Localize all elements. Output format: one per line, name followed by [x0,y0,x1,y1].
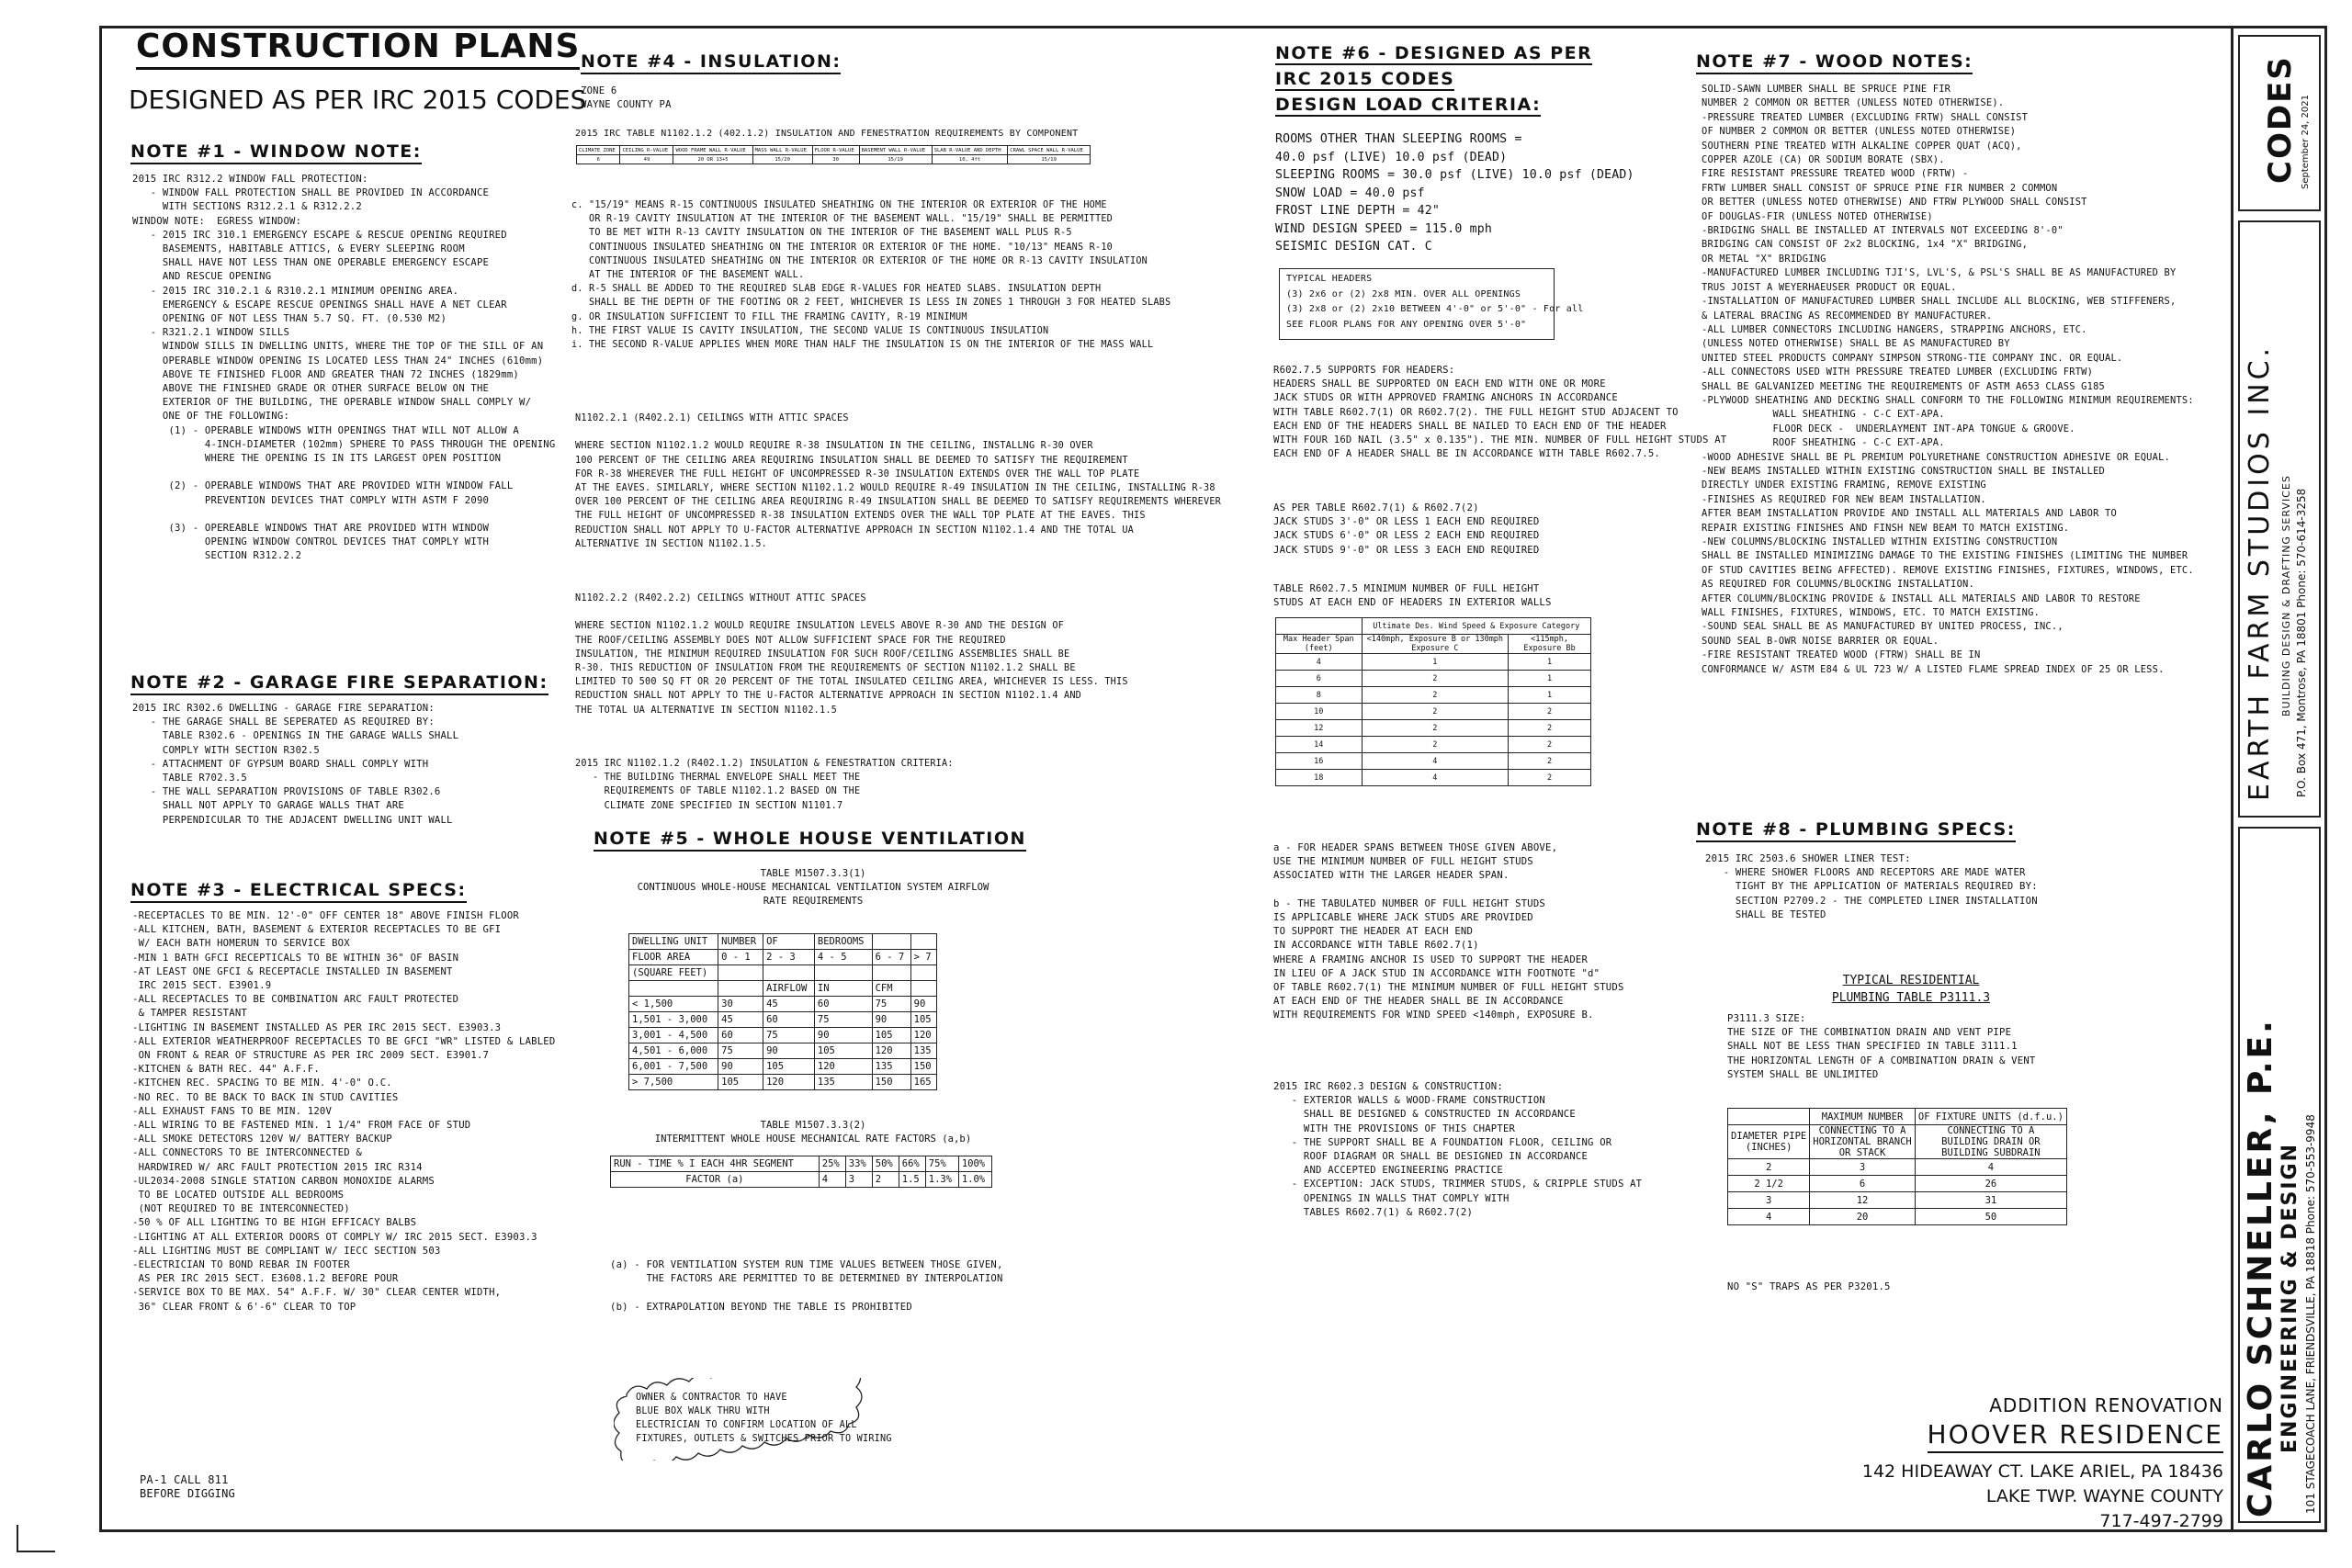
table-cell: 75 [718,1043,763,1059]
note6-design-loads: ROOMS OTHER THAN SLEEPING ROOMS = 40.0 psf (LIVE) 10.0 psf (DEAD) SLEEPING ROOMS = 30.0 psf (LIVE) 10.0 psf (DEAD) SNOW LOAD = 40.0 psf FROST LINE DEPTH = 42" WIND DESIGN SPEED = 115.0 mph SEISMIC DESIGN CAT. C [1275,132,1634,254]
note4-heading: NOTE #4 - INSULATION: [581,51,841,74]
rate-factor-table [610,1156,992,1188]
page-subtitle: DESIGNED AS PER IRC 2015 CODES [129,85,587,115]
table-cell [814,965,872,981]
table-cell: 6 [577,155,620,164]
note6-heading [1275,40,1592,118]
table-cell: 6 - 7 [872,950,910,965]
table-row [629,1028,937,1043]
table-cell: 1 [1509,654,1591,671]
table-cell: IN [814,981,872,997]
table-cell: 135 [872,1059,910,1075]
table-row [1728,1109,2067,1125]
table-cell [910,981,936,997]
table-cell: 30 [718,997,763,1012]
table-cell: <140mph, Exposure B or 130mph Exposure C [1362,635,1509,654]
table-cell: 150 [910,1059,936,1075]
pa-call-note: PA-1 CALL 811 BEFORE DIGGING [140,1473,235,1501]
table-row [1276,618,1591,635]
table-cell: 90 [814,1028,872,1043]
table-cell: 3,001 - 4,500 [629,1028,718,1043]
note7-heading: NOTE #7 - WOOD NOTES: [1696,51,1973,74]
table-cell: 1 [1509,671,1591,687]
table-cell: BASEMENT WALL R-VALUE [859,146,932,155]
table-cell: 105 [872,1028,910,1043]
note8-heading: NOTE #8 - PLUMBING SPECS: [1696,819,2016,842]
table-cell: 10 [1276,704,1363,720]
table-cell: 2 [1362,704,1509,720]
table-cell: 16 [1276,753,1363,770]
table-cell: MASS WALL R-VALUE [752,146,812,155]
table-cell [872,934,910,950]
table-cell: 2 [1509,737,1591,753]
note4-fenestration: 2015 IRC N1102.1.2 (R402.1.2) INSULATION & FENESTRATION CRITERIA: - THE BUILDING THERMAL ENVELOPE SHALL MEET THE REQUIREMENTS OF TABLE N1102.1.2 BASED ON THE CLIMATE ZONE SPECIFIED IN SECTION N1101.7 [575,759,954,811]
table-cell: 90 [910,997,936,1012]
table-cell: CEILING R-VALUE [620,146,673,155]
table-cell: 75 [872,997,910,1012]
table-cell: 3 [1810,1159,1916,1176]
sheet-name: CODES [2262,55,2299,184]
table-cell: 3 [845,1172,872,1188]
table-cell: 15/19 [859,155,932,164]
table-cell: 1.0% [958,1172,991,1188]
table-cell: 120 [910,1028,936,1043]
table-cell: 45 [718,1012,763,1028]
table-cell [629,981,718,997]
table-cell: 1 [1362,654,1509,671]
table-cell: 105 [814,1043,872,1059]
project-address: 142 HIDEAWAY CT. LAKE ARIEL, PA 18436 [1861,1461,2223,1482]
table-cell: 2 [872,1172,899,1188]
table-cell: 60 [763,1012,815,1028]
table-row [1728,1125,2067,1159]
table-cell [910,965,936,981]
note6-heading-text: NOTE #6 - DESIGNED AS PER IRC 2015 CODES DESIGN LOAD CRITERIA: [1275,43,1593,115]
table-cell: 2 [1362,737,1509,753]
table-cell: 105 [718,1075,763,1090]
table-cell: 6 [1276,671,1363,687]
table-row [629,997,937,1012]
table-cell: NUMBER [718,934,763,950]
table-cell: 2 - 3 [763,950,815,965]
table-cell: 12 [1810,1192,1916,1209]
table-row [1276,770,1591,786]
table-row [629,1075,937,1090]
table-cell: 75 [763,1028,815,1043]
table-cell [910,934,936,950]
table-cell: > 7,500 [629,1075,718,1090]
table-row [1276,671,1591,687]
table-cell: 66% [899,1156,925,1172]
table-cell: 2 1/2 [1728,1176,1810,1192]
table-cell: CONNECTING TO A HORIZONTAL BRANCH OR STACK [1810,1125,1916,1159]
firm-name: EARTH FARM STUDIOS INC. [2244,344,2276,801]
table-row [629,981,937,997]
table-cell: 15/20 [752,155,812,164]
table-cell: 4 [1728,1209,1810,1225]
note2-body: 2015 IRC R302.6 DWELLING - GARAGE FIRE SEPARATION: - THE GARAGE SHALL BE SEPERATED AS REQUIRED BY: TABLE R302.6 - OPENINGS IN THE GARAGE WALLS SHALL COMPLY WITH SECTION R302.5 - ATTACHMENT OF GYPSUM BOARD SHALL COMPLY WITH TABLE R702.3.5 - THE WALL SEPARATION PROVISIONS OF TABLE R302.6 SHALL NOT APPLY TO GARAGE WALLS THAT ARE PERPENDICULAR TO THE ADJACENT DWELLING UNIT WALL [132,703,459,826]
table-cell: 2 [1362,687,1509,704]
table-cell: 75% [925,1156,958,1172]
table-cell: 60 [718,1028,763,1043]
engineer-subtitle: ENGINEERING & DESIGN [2278,1142,2301,1453]
table-cell: CFM [872,981,910,997]
table-row [1276,635,1591,654]
ventilation-table [628,933,937,1090]
studs-table [1275,617,1591,786]
table-cell: 10, 4ft [932,155,1008,164]
table-cell: 49 [620,155,673,164]
table-cell: BEDROOMS [814,934,872,950]
rate-table-caption: TABLE M1507.3.3(2) INTERMITTENT WHOLE HOUSE MECHANICAL RATE FACTORS (a,b) [654,1120,972,1145]
table-cell: 105 [763,1059,815,1075]
note4-zone: ZONE 6 WAYNE COUNTY PA [581,85,672,111]
firm-services: BUILDING DESIGN & DRAFTING SERVICES [2280,475,2292,716]
table-cell: 2 [1362,671,1509,687]
firm-address: P.O. Box 471, Montrose, PA 18801 Phone: 570-614-3258 [2295,488,2308,797]
table-cell: (SQUARE FEET) [629,965,718,981]
table-cell [718,981,763,997]
table-cell: OF [763,934,815,950]
table-cell: 4 [819,1172,845,1188]
table-cell: 4 - 5 [814,950,872,965]
table-cell: 4,501 - 6,000 [629,1043,718,1059]
note4-attic-ceilings: N1102.2.1 (R402.2.1) CEILINGS WITH ATTIC SPACES WHERE SECTION N1102.1.2 WOULD REQUIRE R-38 INSULATION IN THE CEILING, INSTALLNG R-30 OVER 100 PERCENT OF THE CEILING AREA REQUIRING INSULATION SHALL BE DEEMED TO SATISFY THE REQUIREMENT FOR R-38 WHEREVER THE FULL HEIGHT OF UNCOMPRESSED R-30 INSULATION EXTENDS OVER THE WALL TOP PLATE AT THE EAVES. SIMILARLY, WHERE SECTION N1102.1.2 WOULD REQUIRE R-49 INSULATION IN THE CEILING, INSTALLING R-38 OVER 100 PERCENT OF THE CEILING AREA REQUIRING R-49 INSULATION SHALL BE DEEMED TO SATISFY REQUIREMENTS WHEREVER THE FULL HEIGHT OF UNCOMPRESSED R-38 INSULATION EXTENDS OVER THE WALL TOP PLATE AT THE EAVES. THIS REDUCTION SHALL NOT APPLY TO U-FACTOR ALTERNATIVE APPROACH IN SECTION N1102.1.4 AND THE TOTAL UA ALTERNATIVE IN SECTION N1102.1.5. [575,413,1222,549]
table-row [1728,1209,2067,1225]
table-cell: > 7 [910,950,936,965]
table-cell: <115mph, Exposure Bb [1509,635,1591,654]
table-cell: CLIMATE ZONE [577,146,620,155]
cloud-callout-text: OWNER & CONTRACTOR TO HAVE BLUE BOX WALK THRU WITH ELECTRICIAN TO CONFIRM LOCATION OF ALL FIXTURES, OUTLETS & SWITCHES PRIOR TO WIRING [636,1393,892,1444]
table-cell [1728,1109,1810,1125]
note5-heading: NOTE #5 - WHOLE HOUSE VENTILATION [594,829,1026,852]
table-cell: 1,501 - 3,000 [629,1012,718,1028]
table-cell: WOOD FRAME WALL R-VALUE [673,146,752,155]
table-cell: 105 [910,1012,936,1028]
table-cell: 20 [1810,1209,1916,1225]
table-cell: 33% [845,1156,872,1172]
table-cell: 165 [910,1075,936,1090]
table-cell: 150 [872,1075,910,1090]
table-cell: 2 [1362,720,1509,737]
table-cell: RUN - TIME % I EACH 4HR SEGMENT [611,1156,820,1172]
note8-shower-liner: 2015 IRC 2503.6 SHOWER LINER TEST: - WHERE SHOWER FLOORS AND RECEPTORS ARE MADE WATER TIGHT BY THE APPLICATION OF MATERIALS REQUIRED BY: SECTION P2709.2 - THE COMPLETED LINER INSTALLATION SHALL BE TESTED [1705,853,2038,920]
table-cell: OF FIXTURE UNITS (d.f.u.) [1915,1109,2066,1125]
table-cell: AIRFLOW [763,981,815,997]
project-township: LAKE TWP. WAYNE COUNTY [1985,1486,2223,1506]
table-cell: 4 [1362,753,1509,770]
table-row [1728,1176,2067,1192]
table-row [1276,720,1591,737]
note7-body: SOLID-SAWN LUMBER SHALL BE SPRUCE PINE FIR NUMBER 2 COMMON OR BETTER (UNLESS NOTED OTHERWISE). -PRESSURE TREATED LUMBER (EXCLUDING FRTW) SHALL CONSIST OF NUMBER 2 COMMON OR BETTER (UNLESS NOTED OTHERWISE) SOUTHERN PINE TREATED WITH ALKALINE COPPER QUAT (ACQ), COPPER AZOLE (CA) OR SODIUM BORATE (SBX). FIRE RESISTANT PRESSURE TREATED WOOD (FRTW) - FRTW LUMBER SHALL CONSIST OF SPRUCE PINE FIR NUMBER 2 COMMON OR BETTER (UNLESS NOTED OTHERWISE) AND FTRW PLYWOOD SHALL CONSIST OF DOUGLAS-FIR (UNLESS NOTED OTHERWISE) -BRIDGING SHALL BE INSTALLED AT INTERVALS NOT EXCEEDING 8'-0" BRIDGING CAN CONSIST OF 2x2 BLOCKING, 1x4 "X" BRIDGING, OR METAL "X" BRIDGING -MANUFACTURED LUMBER INCLUDING TJI'S, LVL'S, & PSL'S SHALL BE AS MANUFACTURED BY TRUS JOIST A WEYERHAEUSER PRODUCT OR EQUAL. -INSTALLATION OF MANUFACTURED LUMBER SHALL INCLUDE ALL BLOCKING, WEB STIFFENERS, & LATERAL BRACING AS RECOMMENDED BY MANUFACTURER. -ALL LUMBER CONNECTORS INCLUDING HANGERS, STRAPPING ANCHORS, ETC. (UNLESS NOTED OTHERWISE) SHALL BE AS MANUFACTURED BY UNITED STEEL PRODUCTS COMPANY SIMPSON STRONG-TIE COMPANY INC. OR EQUAL. -ALL CONNECTORS USED WITH PRESSURE TREATED LUMBER (EXCLUDING FRTW) SHALL BE GALVANIZED MEETING THE REQUIREMENTS OF ASTM A653 CLASS G185 -PLYWOOD SHEATHING AND DECKING SHALL CONFORM TO THE FOLLOWING MINIMUM REQUIREMENTS: WALL SHEATHING - C-C EXT-APA. FLOOR DECK - UNDERLAYMENT INT-APA TONGUE & GROOVE. ROOF SHEATHING - C-C EXT-APA. -WOOD ADHESIVE SHALL BE PL PREMIUM POLYURETHANE CONSTRUCTION ADHESIVE OR EQUAL. -NEW BEAMS INSTALLED WITHIN EXISTING CONSTRUCTION SHALL BE INSTALLED DIRECTLY UNDER EXISTING FRAMING, REMOVE EXISTING -FINISHES AS REQUIRED FOR NEW BEAM INSTALLATION. AFTER BEAM INSTALLATION PROVIDE AND INSTALL ALL MATERIALS AND LABOR TO REPAIR EXISTING FINISHES AND FINSH NEW BEAM TO MATCH EXISTING. -NEW COLUMNS/BLOCKING INSTALLED WITHIN EXISTING CONSTRUCTION SHALL BE INSTALLED MINIMIZING DAMAGE TO THE EXISTING FINISHES (LIMITING THE NUMBER OF STUD CAVITIES BEING AFFECTED). REMOVE EXISTING FINISHES, FIXTURES, WINDOWS, ETC. AS REQUIRED FOR COLUMNS/BLOCKING INSTALLATION. AFTER COLUMN/BLOCKING PROVIDE & INSTALL ALL MATERIALS AND LABOR TO RESTORE WALL FINISHES, FIXTURES, WINDOWS, ETC. TO MATCH EXISTING. -SOUND SEAL SHALL BE AS MANUFACTURED BY UNITED PROCESS, INC., SOUND SEAL B-OWR NOISE BARRIER OR EQUAL. -FIRE RESISTANT TREATED WOOD (FTRW) SHALL BE IN CONFORMANCE W/ ASTM E84 & UL 723 W/ A LISTED FLAME SPREAD INDEX OF 25 OR LESS. [1702,84,2194,675]
note6-design-construction: 2015 IRC R602.3 DESIGN & CONSTRUCTION: - EXTERIOR WALLS & WOOD-FRAME CONSTRUCTION SHALL BE DESIGNED & CONSTRUCTED IN ACCORDANCE WITH THE PROVISIONS OF THIS CHAPTER - THE SUPPORT SHALL BE A FOUNDATION FLOOR, CEILING OR ROOF DIAGRAM OR SHALL BE DESIGNED IN ACCORDANCE AND ACCEPTED ENGINEERING PRACTICE - EXCEPTION: JACK STUDS, TRIMMER STUDS, & CRIPPLE STUDS AT OPENINGS IN WALLS THAT COMPLY WITH TABLES R602.7(1) & R602.7(2) [1273,1081,1643,1218]
table-cell: 4 [1362,770,1509,786]
table-cell: 90 [872,1012,910,1028]
table-cell: Max Header Span (feet) [1276,635,1363,654]
note3-heading: NOTE #3 - ELECTRICAL SPECS: [130,880,467,903]
table-cell: 2 [1509,704,1591,720]
table-row [1276,753,1591,770]
table-cell: 15/19 [1008,155,1091,164]
table-cell: MAXIMUM NUMBER [1810,1109,1916,1125]
table-cell: 135 [910,1043,936,1059]
note3-body: -RECEPTACLES TO BE MIN. 12'-0" OFF CENTER 18" ABOVE FINISH FLOOR -ALL KITCHEN, BATH, BASEMENT & EXTERIOR RECEPTACLES TO BE GFI W/ EACH BATH HOMERUN TO SERVICE BOX -MIN 1 BATH GFCI RECEPTICALS TO BE WITHIN 36" OF BASIN -AT LEAST ONE GFCI & RECEPTACLE INSTALLED IN BASEMENT IRC 2015 SECT. E3901.9 -ALL RECEPTACLES TO BE COMBINATION ARC FAULT PROTECTED & TAMPER RESISTANT -LIGHTING IN BASEMENT INSTALLED AS PER IRC 2015 SECT. E3903.3 -ALL EXTERIOR WEATHERPROOF RECEPTACLES TO BE GFCI "WR" LISTED & LABLED ON FRONT & REAR OF STRUCTURE AS PER IRC 2009 SECT. E3901.7 -KITCHEN & BATH REC. 44" A.F.F. -KITCHEN REC. SPACING TO BE MIN. 4'-0" O.C. -NO REC. TO BE BACK TO BACK IN STUD CAVITIES -ALL EXHAUST FANS TO BE MIN. 120V -ALL WIRING TO BE FASTENED MIN. 1 1/4" FROM FACE OF STUD -ALL SMOKE DETECTORS 120V W/ BATTERY BACKUP -ALL CONNECTORS TO BE INTERCONNECTED & HARDWIRED W/ ARC FAULT PROTECTION 2015 IRC R314 -UL2034-2008 SINGLE STATION CARBON MONOXIDE ALARMS TO BE LOCATED OUTSIDE ALL BEDROOMS (NOT REQUIRED TO BE INTERCONNECTED) -50 % OF ALL LIGHTING TO BE HIGH EFFICACY BALBS -LIGHTING AT ALL EXTERIOR DOORS OT COMPLY W/ IRC 2015 SECT. E3903.3 -ALL LIGHTING MUST BE COMPLIANT W/ IECC SECTION 503 -ELECTRICIAN TO BOND REBAR IN FOOTER AS PER IRC 2015 SECT. E3608.1.2 BEFORE POUR -SERVICE BOX TO BE MAX. 54" A.F.F. W/ 30" CLEAR CENTER WIDTH, 36" CLEAR FRONT & 6'-6" CLEAR TO TOP [132,910,556,1313]
table-cell: 100% [958,1156,991,1172]
table-cell: 2 [1509,770,1591,786]
table-row [577,155,1091,164]
table-row [629,934,937,950]
project-name: HOOVER RESIDENCE [1928,1418,2223,1453]
table-cell [1276,618,1363,635]
corner-mark [17,1525,55,1552]
note6-header-supports: R602.7.5 SUPPORTS FOR HEADERS: HEADERS SHALL BE SUPPORTED ON EACH END WITH ONE OR MORE JACK STUDS OR WITH APPROVED FRAMING ANCHORS IN ACCORDANCE WITH TABLE R602.7(1) OR R602.7(2). THE FULL HEIGHT STUD ADJACENT TO EACH END OF THE HEADERS SHALL BE NAILED TO EACH END OF THE HEADER WITH FOUR 16D NAIL (3.5" x 0.135"). THE MIN. NUMBER OF FULL HEIGHT STUDS AT EACH END OF A HEADER SHALL BE IN ACCORDANCE WITH TABLE R602.7.5. [1273,365,1727,460]
note4-footnotes: c. "15/19" MEANS R-15 CONTINUOUS INSULATED SHEATHING ON THE INTERIOR OR EXTERIOR OF THE HOME OR R-19 CAVITY INSULATION AT THE INTERIOR OF THE BASEMENT WALL. "15/19" SHALL BE PERMITTED TO BE MET WITH R-13 CAVITY INSULATION ON THE INTERIOR OF THE BASEMENT WALL PLUS R-5 CONTINUOUS INSULATED SHEATHING ON THE INTERIOR OR EXTERIOR OF THE HOME. "10/13" MEANS R-10 CONTINUOUS INSULATED SHEATHING ON THE INTERIOR OR EXTERIOR OF THE HOME OR R-13 CAVITY INSULATION AT THE INTERIOR OF THE BASEMENT WALL. d. R-5 SHALL BE ADDED TO THE REQUIRED SLAB EDGE R-VALUES FOR HEATED SLABS. INSULATION DEPTH SHALL BE THE DEPTH OF THE FOOTING OR 2 FEET, WHICHEVER IS LESS IN ZONES 1 THROUGH 3 FOR HEATED SLABS g. OR INSULATION SUFFICIENT TO FILL THE FRAMING CAVITY, R-19 MINIMUM h. THE FIRST VALUE IS CAVITY INSULATION, THE SECOND VALUE IS CONTINUOUS INSULATION i. THE SECOND R-VALUE APPLIES WHEN MORE THAN HALF THE INSULATION IS ON THE INTERIOR OF THE MASS WALL [571,200,1171,351]
table-cell: CONNECTING TO A BUILDING DRAIN OR BUILDING SUBDRAIN [1915,1125,2066,1159]
note4-no-attic-ceilings: N1102.2.2 (R402.2.2) CEILINGS WITHOUT ATTIC SPACES WHERE SECTION N1102.1.2 WOULD REQUIRE INSULATION LEVELS ABOVE R-30 AND THE DESIGN OF THE ROOF/CEILING ASSEMBLY DOES NOT ALLOW SUFFICIENT SPACE FOR THE REQUIRED INSULATION, THE MINIMUM REQUIRED INSULATION FOR SUCH ROOF/CEILING ASSEMBLIES SHALL BE R-30. THIS REDUCTION OF INSULATION FROM THE REQUIREMENTS OF SECTION N1102.1.2 SHALL BE LIMITED TO 500 SQ FT OR 20 PERCENT OF THE TOTAL INSULATED CEILING AREA, WHICHEVER IS LESS. THIS REDUCTION SHALL NOT APPLY TO THE U-FACTOR ALTERNATIVE APPROACH IN SECTION N1102.1.4 AND THE TOTAL UA ALTERNATIVE IN SECTION N1102.1.5 [575,593,1128,716]
table-row [611,1172,992,1188]
table-row [629,1043,937,1059]
note1-heading: NOTE #1 - WINDOW NOTE: [130,141,422,164]
table-cell: 90 [718,1059,763,1075]
note6-footnotes: a - FOR HEADER SPANS BETWEEN THOSE GIVEN ABOVE, USE THE MINIMUM NUMBER OF FULL HEIGHT STUDS ASSOCIATED WITH THE LARGER HEADER SPAN. b - THE TABULATED NUMBER OF FULL HEIGHT STUDS IS APPLICABLE WHERE JACK STUDS ARE PROVIDED TO SUPPORT THE HEADER AT EACH END IN ACCORDANCE WITH TABLE R602.7(1) WHERE A FRAMING ANCHOR IS USED TO SUPPORT THE HEADER IN LIEU OF A JACK STUD IN ACCORDANCE WITH FOOTNOTE "d" OF TABLE R602.7(1) THE MINIMUM NUMBER OF FULL HEIGHT STUDS AT EACH END OF THE HEADER SHALL BE IN ACCORDANCE WITH REQUIREMENTS FOR WIND SPEED <140mph, EXPOSURE B. [1273,842,1624,1021]
table-cell: Ultimate Des. Wind Speed & Exposure Category [1362,618,1590,635]
table-cell: 2 [1509,720,1591,737]
project-type: ADDITION RENOVATION [1989,1394,2223,1416]
table-cell: < 1,500 [629,997,718,1012]
table-cell: 25% [819,1156,845,1172]
table-cell [763,965,815,981]
page-title: CONSTRUCTION PLANS [136,28,580,70]
table-cell: DIAMETER PIPE (INCHES) [1728,1125,1810,1159]
plumbing-table [1727,1108,2067,1225]
table-row [1276,654,1591,671]
table-cell: 3 [1728,1192,1810,1209]
sheet-date: September 24, 2021 [2301,95,2311,189]
plumbing-table-heading: TYPICAL RESIDENTIAL PLUMBING TABLE P3111.3 [1831,974,1991,1005]
table-row [629,950,937,965]
table-cell: FACTOR (a) [611,1172,820,1188]
table-cell: 1.5 [899,1172,925,1188]
table-row [1728,1159,2067,1176]
engineer-address: 101 STAGECOACH LANE, FRIENDSVILLE, PA 18818 Phone: 570-553-9948 [2304,1114,2317,1514]
note6-jack-studs: AS PER TABLE R602.7(1) & R602.7(2) JACK STUDS 3'-0" OR LESS 1 EACH END REQUIRED JACK STUDS 6'-0" OR LESS 2 EACH END REQUIRED JACK STUDS 9'-0" OR LESS 3 EACH END REQUIRED [1273,502,1540,556]
project-block [1727,1393,2223,1534]
table-cell: FLOOR AREA [629,950,718,965]
typical-headers-text: TYPICAL HEADERS (3) 2x6 or (2) 2x8 MIN. OVER ALL OPENINGS (3) 2x8 or (2) 2x10 BETWEEN 4'-0" or 5'-0" - For all SEE FLOOR PLANS FOR ANY OPENING OVER 5'-0" [1286,274,1584,330]
table-cell: 1.3% [925,1172,958,1188]
table-row [1276,704,1591,720]
vent-table-caption: TABLE M1507.3.3(1) CONTINUOUS WHOLE-HOUSE MECHANICAL VENTILATION SYSTEM AIRFLOW RATE REQUIREMENTS [637,868,989,907]
table-cell: 60 [814,997,872,1012]
table-cell: 31 [1915,1192,2066,1209]
table-cell: CRAWL SPACE WALL R-VALUE [1008,146,1091,155]
table-cell: 6 [1810,1176,1916,1192]
table-row [577,146,1091,155]
table-cell [872,965,910,981]
table-cell: 8 [1276,687,1363,704]
table-cell: FLOOR R-VALUE [812,146,859,155]
note1-body: 2015 IRC R312.2 WINDOW FALL PROTECTION: - WINDOW FALL PROTECTION SHALL BE PROVIDED IN ACCORDANCE WITH SECTIONS R312.2.1 & R312.2.2 WINDOW NOTE: EGRESS WINDOW: - 2015 IRC 310.1 EMERGENCY ESCAPE & RESCUE OPENING REQUIRED BASEMENTS, HABITABLE ATTICS, & EVERY SLEEPING ROOM SHALL HAVE NOT LESS THAN ONE OPERABLE EMERGENCY ESCAPE AND RESCUE OPENING - 2015 IRC 310.2.1 & R310.2.1 MINIMUM OPENING AREA. EMERGENCY & ESCAPE RESCUE OPENINGS SHALL HAVE A NET CLEAR OPENING OF NOT LESS THAN 5.7 SQ. FT. (0.530 M2) - R321.2.1 WINDOW SILLS WINDOW SILLS IN DWELLING UNITS, WHERE THE TOP OF THE SILL OF AN OPERABLE WINDOW OPENING IS LOCATED LESS THAN 24" INCHES (610mm) ABOVE TE FINISHED FLOOR AND GREATER THAN 72 INCHES (1829mm) ABOVE THE FINISHED GRADE OR OTHER SURFACE BELOW ON THE EXTERIOR OF THE BUILDING, THE OPERABLE WINDOW SHALL COMPLY W/ ONE OF THE FOLLOWING: (1) - OPERABLE WINDOWS WITH OPENINGS THAT WILL NOT ALLOW A 4-INCH-DIAMETER (102mm) SPHERE TO PASS THROUGH THE OPENING WHERE THE OPENING IS IN ITS LARGEST OPEN POSITION (2) - OPERABLE WINDOWS THAT ARE PROVIDED WITH WINDOW FALL PREVENTION DEVICES THAT COMPLY WITH ASTM F 2090 (3) - OPEREABLE WINDOWS THAT ARE PROVIDED WITH WINDOW OPENING WINDOW CONTROL DEVICES THAT COMPLY WITH SECTION R312.2.2 [132,174,556,562]
note2-heading: NOTE #2 - GARAGE FIRE SEPARATION: [130,672,548,695]
project-phone: 717-497-2799 [2099,1511,2223,1531]
insulation-table [576,145,1091,164]
table-cell: 2 [1728,1159,1810,1176]
table-cell: 120 [814,1059,872,1075]
studs-table-title: TABLE R602.7.5 MINIMUM NUMBER OF FULL HEIGHT STUDS AT EACH END OF HEADERS IN EXTERIOR WALLS [1273,583,1552,609]
table-cell: 50% [872,1156,899,1172]
table-cell: 12 [1276,720,1363,737]
table-cell: 120 [872,1043,910,1059]
note8-size: P3111.3 SIZE: THE SIZE OF THE COMBINATION DRAIN AND VENT PIPE SHALL NOT BE LESS THAN SPECIFIED IN TABLE 3111.1 THE HORIZONTAL LENGTH OF A COMBINATION DRAIN & VENT SYSTEM SHALL BE UNLIMITED [1727,1013,2036,1080]
table-cell: 50 [1915,1209,2066,1225]
table-cell: 90 [763,1043,815,1059]
table-cell: 20 OR 13+5 [673,155,752,164]
note4-table-title: 2015 IRC TABLE N1102.1.2 (402.1.2) INSULATION AND FENESTRATION REQUIREMENTS BY COMPONENT [575,129,1079,139]
table-cell: 26 [1915,1176,2066,1192]
table-cell: 1 [1509,687,1591,704]
note8-traps: NO "S" TRAPS AS PER P3201.5 [1727,1281,1891,1292]
table-row [1276,687,1591,704]
table-row [629,1012,937,1028]
table-cell: 0 - 1 [718,950,763,965]
table-cell: 120 [763,1075,815,1090]
table-cell: 18 [1276,770,1363,786]
table-cell: 30 [812,155,859,164]
table-cell: 45 [763,997,815,1012]
table-row [1728,1192,2067,1209]
table-row [629,1059,937,1075]
engineer-name: CARLO SCHNELLER, P.E. [2242,1018,2279,1517]
table-cell: 6,001 - 7,500 [629,1059,718,1075]
table-cell: 14 [1276,737,1363,753]
vent-footnotes: (a) - FOR VENTILATION SYSTEM RUN TIME VALUES BETWEEN THOSE GIVEN, THE FACTORS ARE PERMITTED TO BE DETERMINED BY INTERPOLATION (b) - EXTRAPOLATION BEYOND THE TABLE IS PROHIBITED [610,1259,1003,1313]
table-cell: 75 [814,1012,872,1028]
table-cell: 4 [1915,1159,2066,1176]
table-cell: 2 [1509,753,1591,770]
table-cell: 135 [814,1075,872,1090]
table-cell: 4 [1276,654,1363,671]
table-cell [718,965,763,981]
table-row [611,1156,992,1172]
table-cell: SLAB R-VALUE AND DEPTH [932,146,1008,155]
table-row [629,965,937,981]
table-row [1276,737,1591,753]
table-cell: DWELLING UNIT [629,934,718,950]
